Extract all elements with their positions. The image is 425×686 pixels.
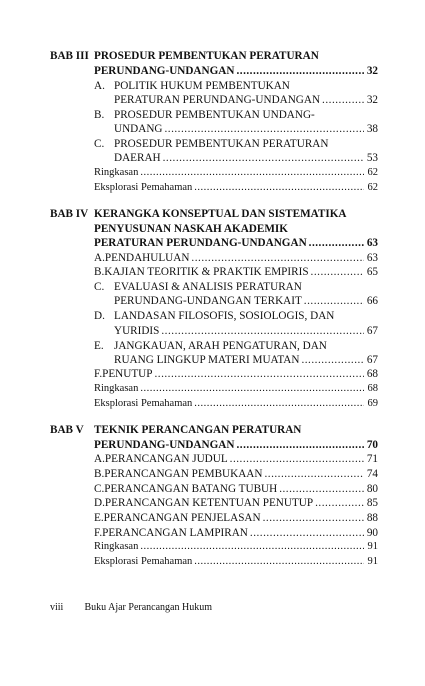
section-3c-line-2[interactable] xyxy=(114,151,378,165)
chapter-3-exploration[interactable] xyxy=(94,181,378,195)
dot-leader xyxy=(279,482,364,496)
page-number: 62 xyxy=(367,167,378,178)
section-5b[interactable] xyxy=(94,467,378,481)
dot-leader xyxy=(301,353,364,367)
page-number: 85 xyxy=(366,497,378,509)
section-5c[interactable] xyxy=(94,482,378,496)
section-4d-line-2[interactable] xyxy=(114,324,378,338)
page-number: 68 xyxy=(366,368,378,380)
section-title-text: LANDASAN FILOSOFIS, SOSIOLOGIS, DAN xyxy=(114,310,335,322)
section-title-text: POLITIK HUKUM PEMBENTUKAN xyxy=(114,80,290,92)
page-number: 68 xyxy=(367,383,378,394)
chapter-title-text: TEKNIK PERANCANGAN PERATURAN xyxy=(94,424,302,436)
page-number: 32 xyxy=(366,94,378,106)
section-title-text: PERANCANGAN PENJELASAN xyxy=(103,512,261,524)
section-letter: A. xyxy=(94,252,105,264)
dot-leader xyxy=(140,382,364,396)
section-letter: D. xyxy=(94,497,105,509)
chapter-title-text: PENYUSUNAN NASKAH AKADEMIK xyxy=(94,223,288,235)
page-number: 88 xyxy=(366,512,378,524)
section-5a[interactable] xyxy=(94,452,378,466)
section-letter: E. xyxy=(94,512,104,524)
page-number: 62 xyxy=(367,182,378,193)
page-number: 53 xyxy=(366,152,378,164)
dot-leader xyxy=(194,397,364,411)
exploration-label: Eksplorasi Pemahaman xyxy=(94,398,193,409)
page-number: 67 xyxy=(366,325,378,337)
dot-leader xyxy=(236,64,364,78)
section-title-text: PROSEDUR PEMBENTUKAN PERATURAN xyxy=(114,138,329,150)
section-title-text: PERANCANGAN BATANG TUBUH xyxy=(104,483,278,495)
dot-leader xyxy=(264,467,364,481)
section-4b[interactable] xyxy=(94,265,378,279)
section-title-text: KAJIAN TEORITIK & PRAKTIK EMPIRIS xyxy=(104,266,309,278)
dot-leader xyxy=(236,438,364,452)
section-letter: B. xyxy=(94,468,105,480)
section-title-text: PERANCANGAN KETENTUAN PENUTUP xyxy=(104,497,314,509)
page-number: 91 xyxy=(367,541,378,552)
section-title-text: JANGKAUAN, ARAH PENGATURAN, DAN xyxy=(114,340,327,352)
dot-leader xyxy=(140,540,364,554)
section-letter: C. xyxy=(94,138,105,150)
section-3b-line-1 xyxy=(94,108,378,122)
page-number: 65 xyxy=(366,266,378,278)
section-title-text: EVALUASI & ANALISIS PERATURAN xyxy=(114,281,302,293)
summary-label: Ringkasan xyxy=(94,167,139,178)
section-4d-line-1 xyxy=(94,309,378,323)
chapter-4-title-line-2 xyxy=(94,222,378,236)
section-5e[interactable] xyxy=(94,511,378,525)
footer-book-title: Buku Ajar Perancangan Hukum xyxy=(84,602,212,613)
section-5d[interactable] xyxy=(94,496,378,510)
page-number: 91 xyxy=(367,556,378,567)
dot-leader xyxy=(191,251,364,265)
page-number: 66 xyxy=(366,295,378,307)
chapter-4-exploration[interactable] xyxy=(94,397,378,411)
chapter-4-title-line-1 xyxy=(50,207,378,221)
chapter-label: BAB V xyxy=(50,424,84,436)
page-number: 63 xyxy=(366,237,378,249)
section-letter: F. xyxy=(94,527,103,539)
dot-leader xyxy=(304,294,364,308)
dot-leader xyxy=(309,236,364,250)
section-3a-line-1 xyxy=(94,79,378,93)
section-title-text: UNDANG xyxy=(114,123,163,135)
section-4c-line-2[interactable] xyxy=(114,294,378,308)
chapter-title-text: KERANGKA KONSEPTUAL DAN SISTEMATIKA xyxy=(94,208,347,220)
section-letter: C. xyxy=(94,483,105,495)
section-letter: D. xyxy=(94,310,105,322)
section-title-text: PERANCANGAN LAMPIRAN xyxy=(102,527,248,539)
page-number: 63 xyxy=(366,252,378,264)
dot-leader xyxy=(194,181,364,195)
exploration-label: Eksplorasi Pemahaman xyxy=(94,556,193,567)
section-letter: B. xyxy=(94,109,105,121)
chapter-title-text: PERATURAN PERUNDANG-UNDANGAN xyxy=(94,237,307,249)
chapter-3-title-line-2[interactable] xyxy=(94,64,378,78)
section-title-text: PERUNDANG-UNDANGAN TERKAIT xyxy=(114,295,302,307)
section-title-text: YURIDIS xyxy=(114,325,160,337)
page-number: 32 xyxy=(366,65,378,77)
dot-leader xyxy=(164,122,364,136)
chapter-title-text: PERUNDANG-UNDANGAN xyxy=(94,65,235,77)
section-3b-line-2[interactable] xyxy=(114,122,378,136)
dot-leader xyxy=(140,166,364,180)
page-number: 80 xyxy=(366,483,378,495)
page-footer xyxy=(50,601,212,614)
dot-leader xyxy=(154,367,364,381)
dot-leader xyxy=(315,496,364,510)
section-title-text: PENUTUP xyxy=(102,368,153,380)
section-letter: E. xyxy=(94,340,104,352)
section-title-text: PERANCANGAN JUDUL xyxy=(104,453,228,465)
dot-leader xyxy=(263,511,364,525)
summary-label: Ringkasan xyxy=(94,383,139,394)
dot-leader xyxy=(311,265,364,279)
section-3a-line-2[interactable] xyxy=(114,93,378,107)
section-letter: A. xyxy=(94,453,105,465)
section-letter: C. xyxy=(94,281,105,293)
summary-label: Ringkasan xyxy=(94,541,139,552)
chapter-title-text: PERUNDANG-UNDANGAN xyxy=(94,439,235,451)
section-letter: A. xyxy=(94,80,105,92)
page-number: 71 xyxy=(366,453,378,465)
chapter-4-title-line-3[interactable] xyxy=(94,236,378,250)
chapter-5-exploration[interactable] xyxy=(94,555,378,569)
page-number: 70 xyxy=(366,439,378,451)
dot-leader xyxy=(250,526,364,540)
page-number: 67 xyxy=(366,354,378,366)
section-title-text: PERANCANGAN PEMBUKAAN xyxy=(104,468,263,480)
chapter-5-title-line-1 xyxy=(50,423,378,437)
dot-leader xyxy=(230,452,364,466)
section-title-text: PENDAHULUAN xyxy=(104,252,190,264)
chapter-5-summary[interactable] xyxy=(94,540,378,554)
section-4e-line-1 xyxy=(94,339,378,353)
chapter-title-text: PROSEDUR PEMBENTUKAN PERATURAN xyxy=(94,50,319,62)
section-letter: B. xyxy=(94,266,105,278)
page-number: 69 xyxy=(367,398,378,409)
section-4f[interactable] xyxy=(94,367,378,381)
chapter-3-title-line-1 xyxy=(50,49,378,63)
page-number: 74 xyxy=(366,468,378,480)
dot-leader xyxy=(322,93,364,107)
page-number: 38 xyxy=(366,123,378,135)
section-4c-line-1 xyxy=(94,280,378,294)
section-4e-line-2[interactable] xyxy=(114,353,378,367)
dot-leader xyxy=(194,555,364,569)
section-3c-line-1 xyxy=(94,137,378,151)
dot-leader xyxy=(161,324,364,338)
chapter-4-summary[interactable] xyxy=(94,382,378,396)
footer-page-number: viii xyxy=(50,602,64,613)
exploration-label: Eksplorasi Pemahaman xyxy=(94,182,193,193)
section-title-text: PERATURAN PERUNDANG-UNDANGAN xyxy=(114,94,321,106)
section-letter: F. xyxy=(94,368,103,380)
chapter-3-summary[interactable] xyxy=(94,166,378,180)
section-title-text: PROSEDUR PEMBENTUKAN UNDANG- xyxy=(114,109,315,121)
section-5f[interactable] xyxy=(94,526,378,540)
chapter-label: BAB III xyxy=(50,50,89,62)
page-number: 90 xyxy=(366,527,378,539)
dot-leader xyxy=(163,151,364,165)
section-title-text: DAERAH xyxy=(114,152,161,164)
chapter-5-title-line-2[interactable] xyxy=(94,438,378,452)
chapter-label: BAB IV xyxy=(50,208,89,220)
section-title-text: RUANG LINGKUP MATERI MUATAN xyxy=(114,354,300,366)
section-4a[interactable] xyxy=(94,251,378,265)
